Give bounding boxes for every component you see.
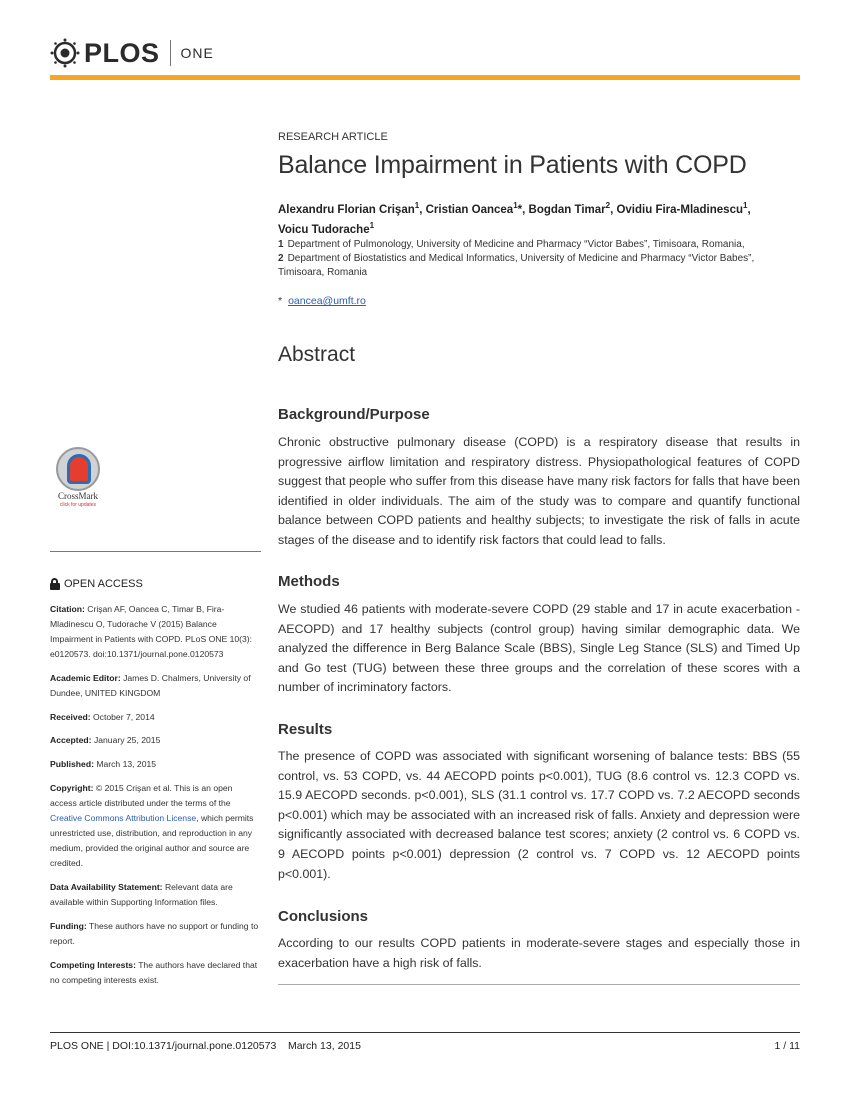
affiliation-text: Department of Biostatistics and Medical Informatics, University of Medicine and Pharmacy “Victor Babes”, Timisoara, Romania — [278, 253, 755, 278]
section-heading-methods: Methods — [278, 573, 340, 590]
section-text-methods: We studied 46 patients with moderate-severe COPD (29 stable and 17 in acute exacerbation - AECOPD) and 17 healthy subjects (control group) having similar demographic data. We analyzed the difference in Berg Balance Scale (BBS), Single Leg Stance (SLS) and Timed Up and Go test (TUG) between these three groups and the correlation of these scores with a number of incriminatory factors. — [278, 602, 800, 695]
section-heading-background: Background/Purpose — [278, 406, 430, 423]
article-type: RESEARCH ARTICLE — [278, 131, 388, 143]
author-affiliation-marker: 1 — [743, 201, 748, 210]
footer-doi: PLOS ONE | DOI:10.1371/journal.pone.0120573 — [50, 1040, 277, 1052]
affiliation-number: 1 — [278, 239, 284, 250]
abstract-bottom-rule — [278, 984, 800, 985]
citation-label: Citation: — [50, 604, 85, 614]
accepted-label: Accepted: — [50, 735, 92, 745]
received-text: October 7, 2014 — [93, 712, 155, 722]
author-name[interactable]: Bogdan Timar — [528, 203, 606, 216]
crossmark-badge[interactable] — [50, 447, 106, 511]
affiliation-item — [278, 238, 800, 252]
received-block — [50, 710, 261, 725]
author-affiliation-marker: 1 — [369, 220, 375, 230]
author-affiliation-marker: 1 — [414, 201, 420, 210]
footer-rule — [50, 1032, 800, 1033]
data-availability-text: Relevant data are available within Supporting Information files. — [50, 882, 233, 907]
logo-divider — [170, 40, 171, 66]
copyright-block — [50, 781, 261, 871]
corresponding-marker: * — [517, 203, 523, 216]
accepted-text: January 25, 2015 — [93, 735, 161, 745]
editor-block — [50, 671, 261, 701]
author-separator: , — [419, 203, 426, 216]
funding-label: Funding: — [50, 921, 87, 931]
page-number: 1 / 11 — [774, 1040, 800, 1052]
published-label: Published: — [50, 759, 94, 769]
citation-text: Crişan AF, Oancea C, Timar B, Fira-Mladinescu O, Tudorache V (2015) Balance Impairment in Patients with COPD. PLoS ONE 10(3): e0120573. doi:10.1371/journal.pone.0120573 — [50, 604, 253, 659]
citation-block — [50, 602, 261, 662]
email-link[interactable]: oancea@umft.ro — [288, 295, 366, 307]
section-heading-results: Results — [278, 721, 333, 738]
corresponding-marker: * — [278, 295, 283, 307]
author-name[interactable]: Cristian Oancea — [425, 203, 514, 216]
author-affiliation-marker: 1 — [513, 201, 518, 210]
corresponding-email — [278, 295, 366, 307]
lock-icon — [50, 578, 60, 590]
author-name[interactable]: Alexandru Florian Crişan — [278, 203, 415, 216]
received-label: Received: — [50, 712, 91, 722]
crossmark-sublabel: click for updates — [59, 502, 97, 508]
sidebar-rule — [50, 551, 261, 552]
affiliation-number: 2 — [278, 253, 284, 264]
copyright-label: Copyright: — [50, 783, 94, 793]
author-list — [278, 198, 800, 238]
published-block — [50, 757, 261, 772]
article-title: Balance Impairment in Patients with COPD — [278, 151, 747, 179]
brand-name: PLOS — [84, 37, 160, 68]
accepted-block — [50, 733, 261, 748]
open-access-text: OPEN ACCESS — [64, 578, 143, 590]
section-text-results: The presence of COPD was associated with significant worsening of balance tests: BBS (55 control, vs. 53 COPD, vs. 44 AECOPD points p<0.001), TUG (8.6 control vs. 12.3 COPD vs. 15.9 AECOPD seconds. p<0.001), SLS (31.1 control vs. 17.7 COPD vs. 7.2 AECOPD seconds p<0.001) which may be associated with an increased risk of falls. Anxiety and depression were significantly associated with decreased balance test scores; anxiety (2 control vs. 6 COPD vs. 9 AECOPD points p<0.001) depression (2 control vs. 7 COPD vs. 12 AECOPD points p<0.001). — [278, 749, 800, 881]
author-affiliation-marker: 2 — [605, 201, 611, 210]
license-link[interactable]: Creative Commons Attribution License — [50, 813, 197, 823]
abstract-heading: Abstract — [278, 343, 356, 366]
affiliation-text: Department of Pulmonology, University of Medicine and Pharmacy “Victor Babes”, Timisoara, Romania, — [287, 239, 745, 250]
competing-interests-label: Competing Interests: — [50, 960, 136, 970]
section-heading-conclusions: Conclusions — [278, 908, 369, 925]
funding-text: These authors have no support or funding to report. — [50, 921, 259, 946]
author-separator: , — [522, 203, 529, 216]
published-text: March 13, 2015 — [96, 759, 157, 769]
section-text-conclusions: According to our results COPD patients in moderate-severe stages and especially those in exacerbation have a high risk of falls. — [278, 936, 800, 970]
editor-text: James D. Chalmers, University of Dundee, UNITED KINGDOM — [50, 673, 251, 698]
funding-block — [50, 919, 261, 949]
copyright-text: © 2015 Crişan et al. This is an open access article distributed under the terms of the — [50, 783, 233, 808]
affiliation-item — [278, 252, 800, 280]
section-text-background: Chronic obstructive pulmonary disease (COPD) is a respiratory disease that results in progressive airflow limitation and respiratory distress. Physiopathological features of COPD suggest that people who suffer from this disease have many risk factors for falls that have been identified in older individuals. The aim of the study was to compare and quantify functional balance between COPD patients and healthy subjects; to investigate the risk of falls in acute stages of the disease and to identify risk factors that could lead to falls. — [278, 435, 800, 547]
plos-logo[interactable] — [50, 36, 214, 70]
footer-citation — [50, 1040, 361, 1052]
header-accent-bar — [50, 75, 800, 80]
crossmark-label: CrossMark — [58, 491, 98, 501]
author-name[interactable]: Voicu Tudorache — [278, 223, 370, 236]
competing-interests-block — [50, 958, 261, 988]
author-separator: , — [747, 203, 751, 216]
author-name[interactable]: Ovidiu Fira-Mladinescu — [616, 203, 743, 216]
copyright-text-rest: , which permits unrestricted use, distribution, and reproduction in any medium, provided the original author and source are credited. — [50, 813, 254, 868]
plos-logo-icon — [50, 38, 80, 68]
journal-name: ONE — [180, 45, 214, 61]
footer-date: March 13, 2015 — [287, 1040, 361, 1052]
affiliations — [278, 238, 800, 280]
author-separator: , — [610, 203, 617, 216]
data-availability-block — [50, 880, 261, 910]
data-availability-label: Data Availability Statement: — [50, 882, 163, 892]
crossmark-icon — [56, 447, 100, 491]
editor-label: Academic Editor: — [50, 673, 121, 683]
open-access-label — [50, 578, 143, 590]
competing-interests-text: The authors have declared that no competing interests exist. — [50, 960, 258, 985]
